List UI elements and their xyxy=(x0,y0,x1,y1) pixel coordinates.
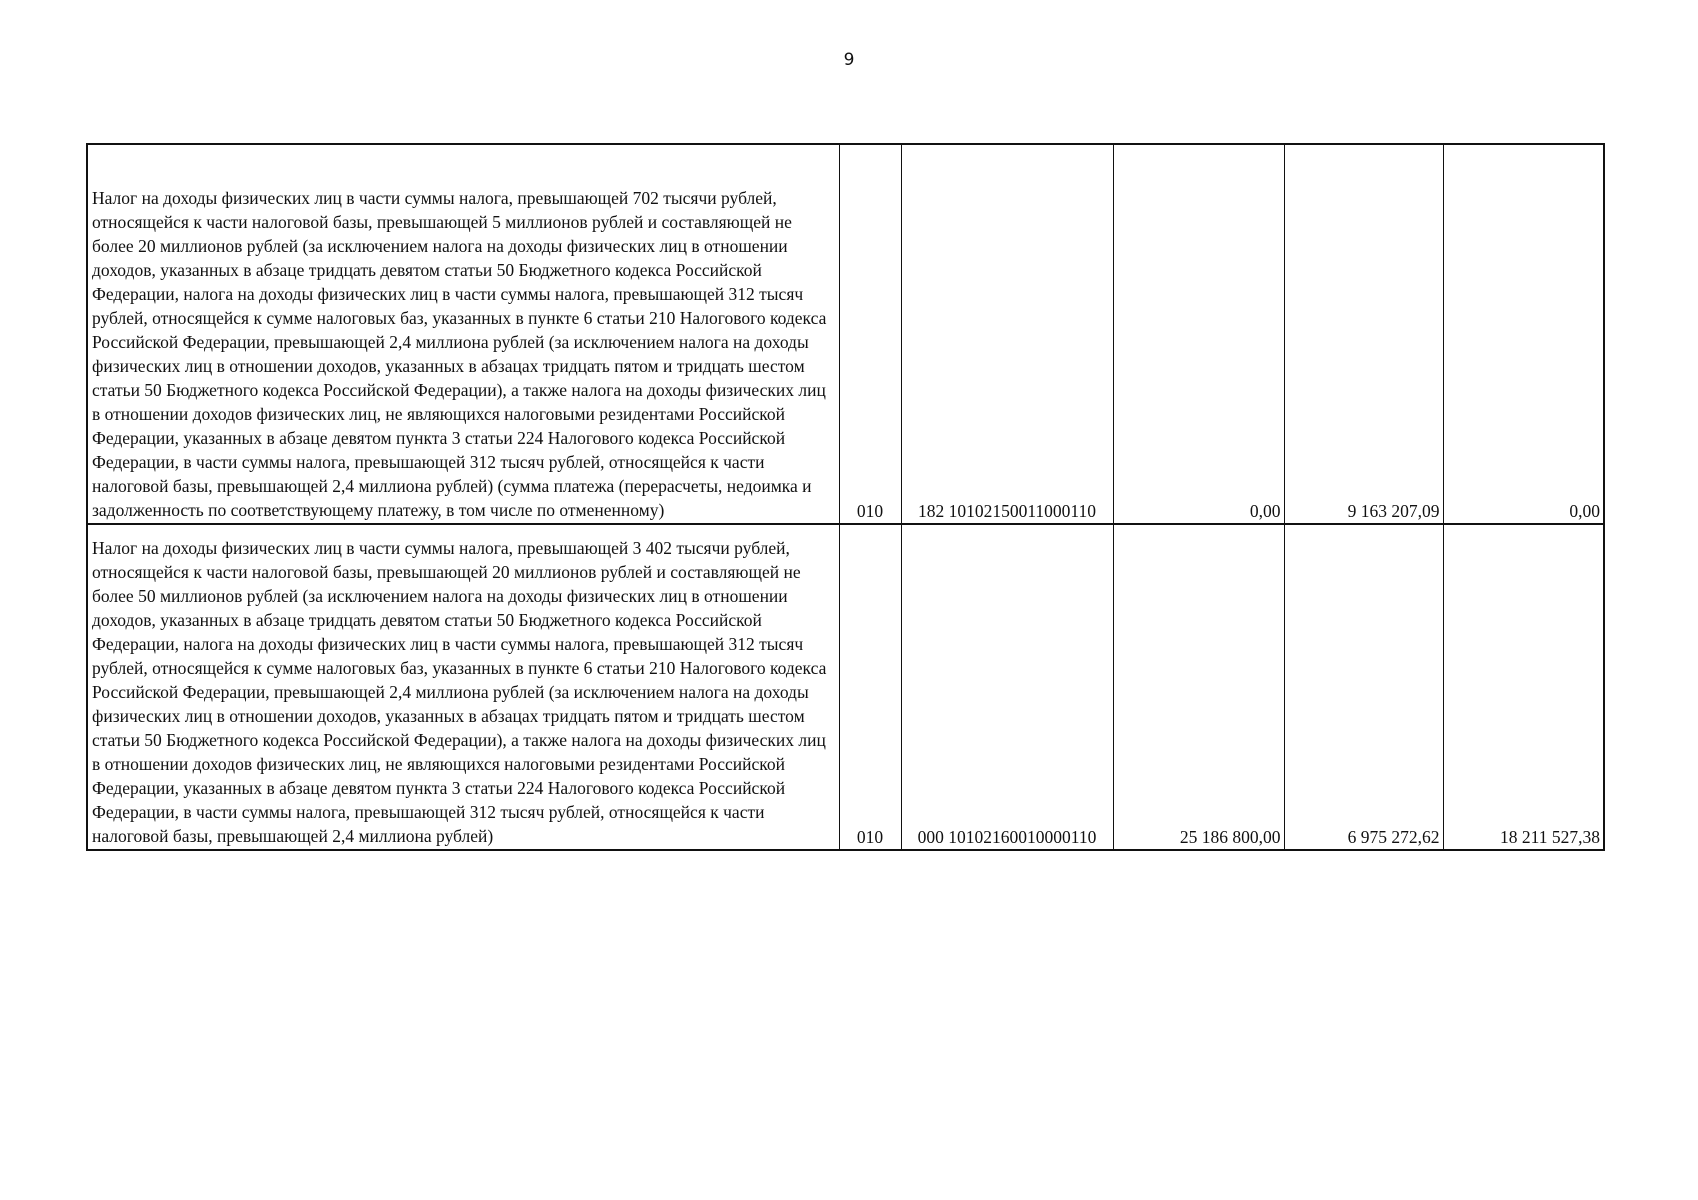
page-number: 9 xyxy=(843,50,855,70)
income-name-text: Налог на доходы физических лиц в части суммы налога, превышающей 702 тысячи рублей, относящейся к части налоговой базы, превышающей 5 миллионов рублей и составляющей не более 20 миллионов рублей (за исключением налога на доходы физических лиц в отношении доходов, указанных в абзаце тридцать девятом статьи 50 Бюджетного кодекса Российской Федерации, налога на доходы физических лиц в части суммы налога, превышающей 312 тысяч рублей, относящейся к сумме налоговых баз, указанных в пункте 6 статьи 210 Налогового кодекса Российской Федерации, превышающей 2,4 миллиона рублей (за исключением налога на доходы физических лиц в отношении доходов, указанных в абзацах тридцать пятом и тридцать шестом статьи 50 Бюджетного кодекса Российской Федерации), а также налога на доходы физических лиц в отношении доходов физических лиц, не являющихся налоговыми резидентами Российской Федерации, указанных в абзаце девятом пункта 3 статьи 224 Налогового кодекса Российской Федерации, в части суммы налога, превышающей 312 тысяч рублей, относящейся к части налоговой базы, превышающей 2,4 миллиона рублей) (сумма платежа (перерасчеты, недоимка и задолженность по соответствующему платежу, в том числе по отмененному) xyxy=(92,188,827,520)
table-row xyxy=(87,524,1604,850)
income-code-cell: 000 10102160010000110 xyxy=(901,524,1113,850)
income-table xyxy=(86,143,1605,851)
line-code-cell: 010 xyxy=(839,144,901,524)
income-code-cell: 182 10102150011000110 xyxy=(901,144,1113,524)
line-code-cell: 010 xyxy=(839,524,901,850)
value-2-cell: 9 163 207,09 xyxy=(1284,144,1443,524)
value-1-cell: 25 186 800,00 xyxy=(1113,524,1284,850)
value-1-cell: 0,00 xyxy=(1113,144,1284,524)
income-name-cell xyxy=(87,524,839,850)
income-name-cell xyxy=(87,144,839,524)
table-row xyxy=(87,144,1604,524)
value-3-cell: 0,00 xyxy=(1443,144,1604,524)
value-2-cell: 6 975 272,62 xyxy=(1284,524,1443,850)
income-name-text: Налог на доходы физических лиц в части суммы налога, превышающей 3 402 тысячи рублей, относящейся к части налоговой базы, превышающей 20 миллионов рублей и составляющей не более 50 миллионов рублей (за исключением налога на доходы физических лиц в отношении доходов, указанных в абзаце тридцать девятом статьи 50 Бюджетного кодекса Российской Федерации, налога на доходы физических лиц в части суммы налога, превышающей 312 тысяч рублей, относящейся к сумме налоговых баз, указанных в пункте 6 статьи 210 Налогового кодекса Российской Федерации, превышающей 2,4 миллиона рублей (за исключением налога на доходы физических лиц в отношении доходов, указанных в абзацах тридцать пятом и тридцать шестом статьи 50 Бюджетного кодекса Российской Федерации), а также налога на доходы физических лиц в отношении доходов физических лиц, не являющихся налоговыми резидентами Российской Федерации, указанных в абзаце девятом пункта 3 статьи 224 Налогового кодекса Российской Федерации, в части суммы налога, превышающей 312 тысяч рублей, относящейся к части налоговой базы, превышающей 2,4 миллиона рублей) xyxy=(92,538,827,846)
value-3-cell: 18 211 527,38 xyxy=(1443,524,1604,850)
